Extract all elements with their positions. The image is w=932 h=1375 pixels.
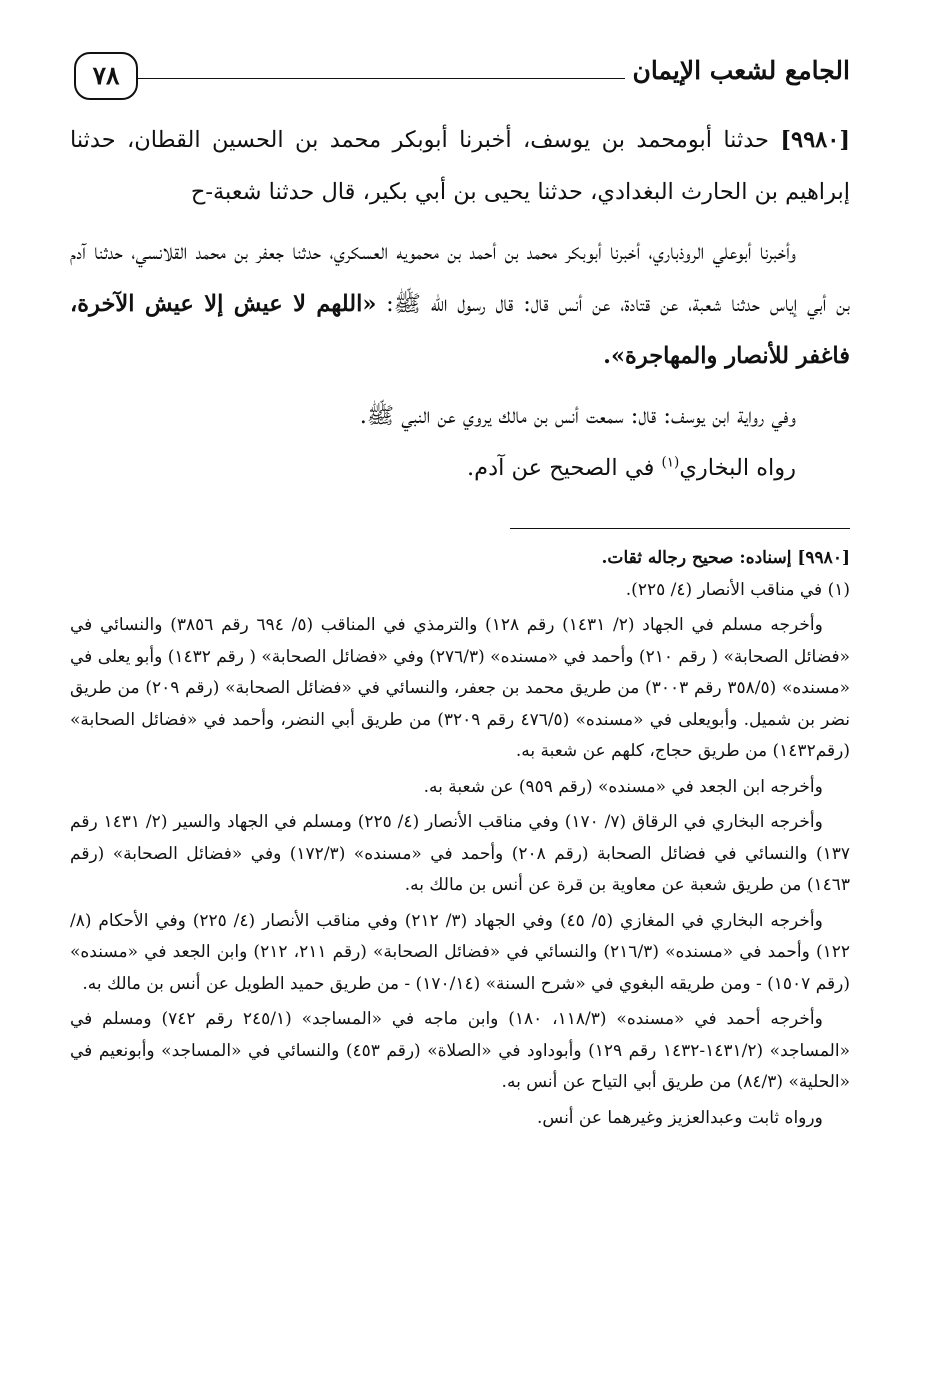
footnote-ref-1: (١) <box>661 454 680 471</box>
takhrij-paragraph-5: وأخرجه أحمد في «مسنده» (١١٨/٣، ١٨٠) وابن ماجه في «المساجد» (٢٤٥/١ رقم ٧٤٢) ومسلم في «المساجد» (١٤٣١/٢-١٤٣٢ رقم ١٢٩) وأبوداود في «الصلاة» (رقم ٤٥٣) والنسائي في «المساجد» وأبونعيم في «الحلية» (٨٤/٣) من طريق أبي التياح عن أنس به. <box>70 1009 850 1092</box>
footnote-separator <box>510 528 850 529</box>
book-page <box>70 38 850 1338</box>
hadith-paragraph <box>70 114 850 218</box>
book-title: الجامع لشعب الإيمان <box>632 56 850 85</box>
takhrij-paragraph-1: وأخرجه مسلم في الجهاد (٢/ ١٤٣١) رقم ١٢٨) والترمذي في المناقب (٥/ ٦٩٤ رقم ٣٨٥٦) والنسائي في «فضائل الصحابة» ( رقم ٢١٠) وأحمد في «مسنده» (٢٧٦/٣) وفي «فضائل الصحابة» ( رقم ١٤٣٢) وأبو يعلى في «مسنده» (٣٥٨/٥ رقم ٣٠٠٣) من طريق محمد بن جعفر، والنسائي في «فضائل الصحابة» (رقم ٢٠٩) من طريق نضر بن شميل. وأبويعلى في «مسنده» (٤٧٦/٥ رقم ٣٢٠٩) من طريق أبي النضر، وأحمد في «فضائل الصحابة» (رقم١٤٣٢) من طريق حجاج، كلهم عن شعبة به. <box>70 615 850 761</box>
footnotes <box>70 543 850 1134</box>
takhrij-paragraph-2: وأخرجه ابن الجعد في «مسنده» (رقم ٩٥٩) عن شعبة به. <box>423 776 823 797</box>
riwaya-note: وفي رواية ابن يوسف: قال: سمعت أنس بن مالك يروي عن النبي ﷺ. <box>359 403 796 429</box>
isnad-grade <box>70 543 850 575</box>
header-rule <box>138 78 625 79</box>
hadith-isnad-1: حدثنا أبومحمد بن يوسف، أخبرنا أبوبكر محمد بن الحسين القطان، حدثنا إبراهيم بن الحارث البغدادي، حدثنا يحيى بن أبي بكير، قال حدثنا شعبة-ح <box>70 127 850 205</box>
page-number-badge: ٧٨ <box>74 52 138 100</box>
hadith-number: [٩٩٨٠] <box>780 127 851 153</box>
page-header <box>70 38 850 108</box>
hadith-matn: «اللهم لا عيش إلا عيش الآخرة، فاغفر للأنصار والمهاجرة». <box>70 291 850 369</box>
takhrij-paragraph-3: وأخرجه البخاري في الرقاق (٧/ ١٧٠) وفي مناقب الأنصار (٤/ ٢٢٥) ومسلم في الجهاد والسير (٢/ ١٤٣١ رقم ١٣٧) والنسائي في فضائل الصحابة (رقم ٢٠٨) وأحمد في «مسنده» (١٧٢/٣) وفي «فضائل الصحابة» (رقم ١٤٦٣) من طريق شعبة عن معاوية بن قرة عن أنس بن مالك به. <box>70 812 851 895</box>
takhrij-paragraph-6: ورواه ثابت وعبدالعزيز وغيرهما عن أنس. <box>537 1107 823 1128</box>
takhrij-paragraph-4: وأخرجه البخاري في المغازي (٥/ ٤٥) وفي الجهاد (٣/ ٢١٢) وفي مناقب الأنصار (٤/ ٢٢٥) وفي الأحكام (٨/ ١٢٢) وأحمد في «مسنده» (٢١٦/٣) والنسائي في «فضائل الصحابة» (رقم ٢١١، ٢١٢) وابن الجعد في «مسنده» (رقم ١٥٠٧) - ومن طريقه البغوي في «شرح السنة» (١٧٠/١٤) - من طريق حميد الطويل عن أنس بن مالك به. <box>70 910 850 994</box>
takhrij-line <box>70 442 850 494</box>
main-text <box>70 114 850 494</box>
takhrij-text-b: في الصحيح عن آدم. <box>467 455 662 481</box>
takhrij-text-a: رواه البخاري <box>679 455 796 481</box>
isnad-grade-text: صحيح رجاله ثقات. <box>601 548 740 568</box>
isnad-2-text: وأخبرنا أبوعلي الروذباري، أخبرنا أبوبكر محمد بن أحمد بن محمويه العسكري، حدثنا جعفر بن محمد القلانسي، حدثنا آدم بن أبي إياس حدثنا شعبة، عن قتادة، عن أنس قال: قال رسول الله ﷺ: <box>70 239 851 317</box>
isnad-label: [٩٩٨٠] إسناده: <box>739 548 850 568</box>
footnote-1: (١) في مناقب الأنصار (٤/ ٢٢٥). <box>625 579 850 600</box>
hadith-isnad-2 <box>70 226 850 382</box>
